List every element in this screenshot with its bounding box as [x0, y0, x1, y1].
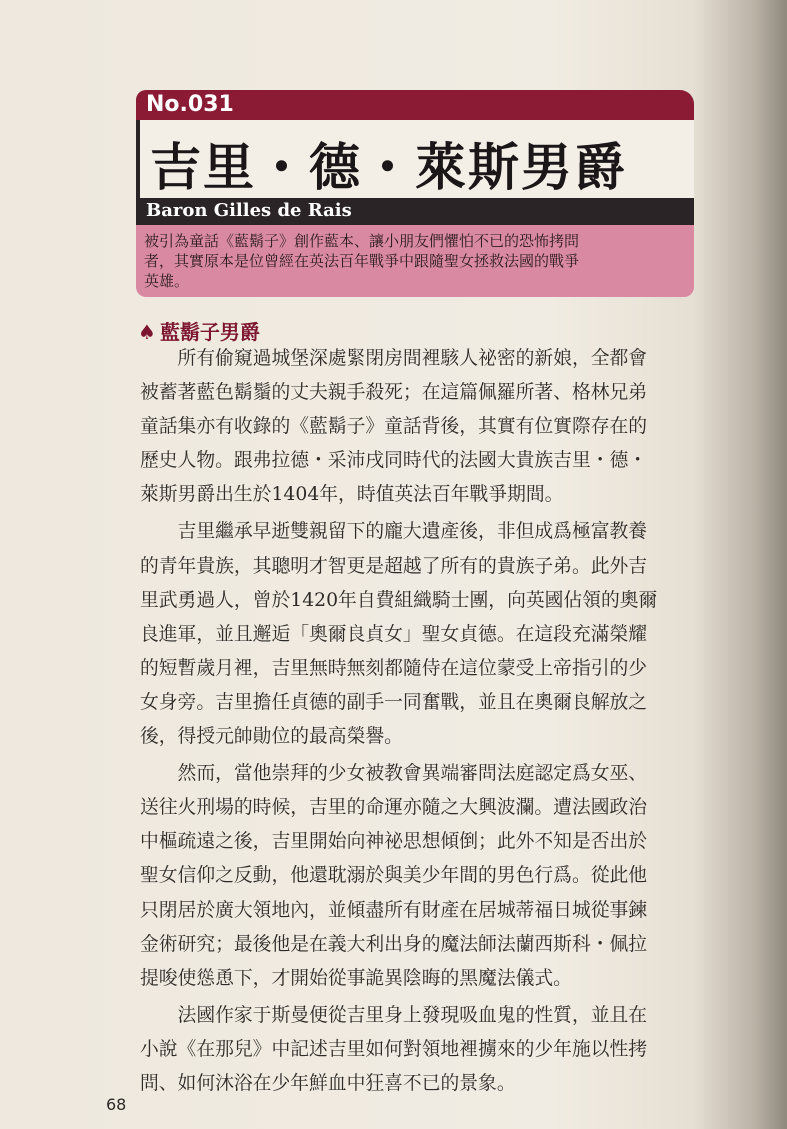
paragraph-line: 里武勇過人，曾於1420年自費組織騎士團，向英國佔領的奧爾: [140, 589, 658, 611]
paragraph-line: 被蓄著藍色鬍鬚的丈夫親手殺死；在這篇佩羅所著、格林兄弟: [140, 382, 648, 404]
paragraph-line: 金術研究；最後他是在義大利出身的魔法師法蘭西斯科・佩拉: [140, 933, 648, 955]
paragraph-line: 然而，當他崇拜的少女被教會異端審問法庭認定爲女巫、: [140, 763, 648, 785]
paragraph-line: 只閉居於廣大領地內，並傾盡所有財產在居城蒂福日城從事鍊: [140, 899, 648, 921]
paragraph-line: 小說《在那兒》中記述吉里如何對領地裡擄來的少年施以性拷: [140, 1038, 648, 1060]
paragraph-line: 歷史人物。跟弗拉德・采沛戌同時代的法國大貴族吉里・德・: [140, 450, 648, 472]
paragraph-line: 中樞疏遠之後，吉里開始向神祕思想傾倒；此外不知是否出於: [140, 831, 648, 853]
paragraph-line: 吉里繼承早逝雙親留下的龐大遺產後，非但成爲極富教養: [140, 521, 648, 543]
paragraph-line: 童話集亦有收錄的《藍鬍子》童話背後，其實有位實際存在的: [140, 416, 648, 438]
paragraph-line: 問、如何沐浴在少年鮮血中狂喜不已的景象。: [140, 1072, 516, 1094]
paragraph-line: 的短暫歲月裡，吉里無時無刻都隨侍在這位蒙受上帝指引的少: [140, 657, 648, 679]
paragraph-line: 萊斯男爵出生於1404年，時值英法百年戰爭期間。: [140, 484, 564, 506]
entry-summary: [136, 225, 694, 297]
paragraph-line: 法國作家于斯曼便從吉里身上發現吸血鬼的性質，並且在: [140, 1004, 648, 1026]
paragraph-line: 聖女信仰之反動，他還耽溺於與美少年間的男色行爲。從此他: [140, 865, 648, 887]
section-heading: [138, 316, 260, 345]
entry-number-tab: [136, 90, 694, 120]
paragraph-line: 的青年貴族，其聰明才智更是超越了所有的貴族子弟。此外吉: [140, 555, 648, 577]
entry-number: No.031: [146, 92, 234, 117]
entry-title-box: [136, 120, 694, 198]
body-text: [140, 342, 700, 1101]
paragraph-line: 良進軍，並且邂逅「奧爾良貞女」聖女貞德。在這段充滿榮耀: [140, 623, 648, 645]
summary-line: 被引為童話《藍鬍子》創作藍本、讓小朋友們懼怕不已的恐怖拷問: [144, 232, 580, 250]
entry-header: [136, 90, 694, 297]
section-heading-text: 藍鬍子男爵: [159, 320, 260, 344]
entry-subtitle: Baron Gilles de Rais: [146, 200, 352, 221]
paragraph-line: 所有偷窺過城堡深處緊閉房間裡駭人祕密的新娘，全都會: [140, 348, 648, 369]
paragraph-line: 後，得授元帥勛位的最高榮譽。: [140, 726, 403, 748]
entry-title: 吉里・德・萊斯男爵: [150, 139, 628, 198]
spade-icon: ♠: [138, 320, 156, 344]
page-number: 68: [106, 1095, 127, 1114]
summary-line: 英雄。: [144, 272, 190, 290]
paragraph-line: 提唆使慫恿下，才開始從事詭異陰晦的黑魔法儀式。: [140, 967, 572, 989]
summary-line: 者，其實原本是位曾經在英法百年戰爭中跟隨聖女拯救法國的戰爭: [144, 252, 580, 270]
entry-subtitle-bar: [136, 198, 694, 225]
paragraph-line: 女身旁。吉里擔任貞德的副手一同奮戰，並且在奧爾良解放之: [140, 691, 648, 713]
paragraph-line: 送往火刑場的時候，吉里的命運亦隨之大興波瀾。遭法國政治: [140, 797, 648, 819]
